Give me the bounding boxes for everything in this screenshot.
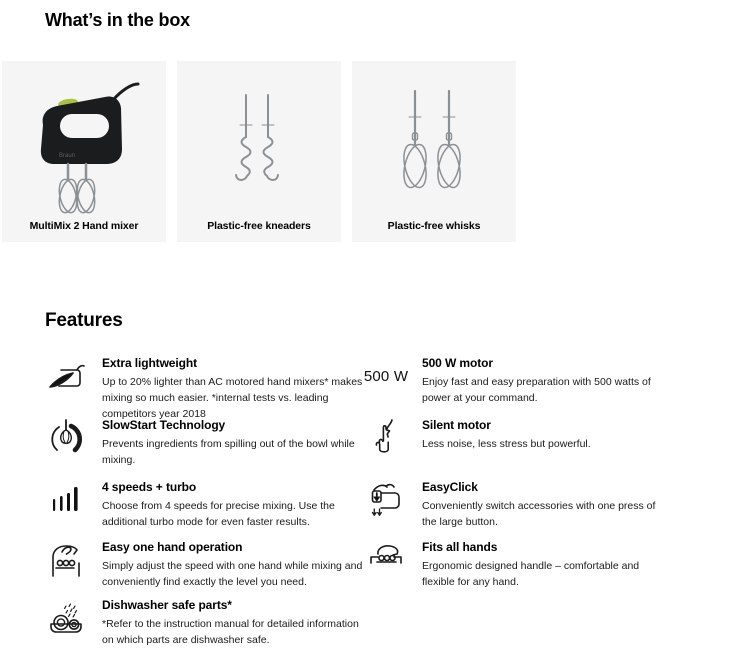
feature-description: *Refer to the instruction manual for detailed information on which parts are dishwasher safe. <box>102 618 359 646</box>
feature-description: Prevents ingredients from spilling out of the bowl while mixing. <box>102 438 355 466</box>
feature-title: Dishwasher safe parts* <box>102 598 232 612</box>
feature-description: Conveniently switch accessories with one press of the large button. <box>422 500 656 528</box>
card-caption: Plastic-free kneaders <box>207 220 311 232</box>
slowstart-gauge-icon <box>45 417 87 469</box>
feature-item-dishwasher-safe <box>45 597 365 649</box>
feature-title: SlowStart Technology <box>102 418 226 432</box>
feature-description: Up to 20% lighter than AC motored hand mixers* makes mixing so much easier. *internal tests vs. leading competitors year 2018 <box>102 376 363 420</box>
feature-item-extra-lightweight <box>45 355 365 422</box>
feature-item-easyclick <box>365 479 695 531</box>
feature-title: 500 W motor <box>422 356 493 370</box>
feature-title: Easy one hand operation <box>102 540 243 554</box>
product-card-whisks <box>352 61 516 242</box>
feature-title: Silent motor <box>422 418 491 432</box>
features-grid <box>45 355 695 649</box>
feature-title: 4 speeds + turbo <box>102 480 197 494</box>
feature-item-easy-one-hand <box>45 539 365 591</box>
feature-item-fits-all-hands <box>365 539 695 591</box>
whisks-photo <box>352 73 516 223</box>
feature-item-500w-motor <box>365 355 695 407</box>
features-title: Features <box>45 310 123 331</box>
speed-bars-icon <box>45 479 87 531</box>
product-card-kneaders <box>177 61 341 242</box>
500w-text-badge: 500 W <box>363 368 409 385</box>
feature-description: Less noise, less stress but powerful. <box>422 438 591 450</box>
feature-item-slowstart <box>45 417 365 469</box>
dishwasher-safe-icon <box>45 597 87 649</box>
svg-text:Braun: Braun <box>59 153 76 159</box>
feature-title: EasyClick <box>422 480 478 494</box>
whats-in-the-box-title: What’s in the box <box>45 10 190 30</box>
box-content-cards <box>2 61 516 242</box>
feature-item-4-speeds-turbo <box>45 479 365 531</box>
feature-item-silent-motor <box>365 417 695 457</box>
feature-description: Ergonomic designed handle – comfortable and flexible for any hand. <box>422 560 640 588</box>
one-hand-grip-icon <box>45 539 87 591</box>
feather-lightweight-icon <box>45 355 87 422</box>
feature-description: Enjoy fast and easy preparation with 500 watts of power at your command. <box>422 376 651 404</box>
feature-title: Fits all hands <box>422 540 498 554</box>
fits-all-hands-icon <box>365 539 407 591</box>
product-card-hand-mixer <box>2 61 166 242</box>
hand-mixer-photo <box>2 73 166 223</box>
kneaders-photo <box>177 73 341 223</box>
feature-title: Extra lightweight <box>102 356 197 370</box>
feature-description: Simply adjust the speed with one hand while mixing and conveniently find exactly the level you need. <box>102 560 363 588</box>
card-caption: Plastic-free whisks <box>387 220 481 232</box>
card-caption: MultiMix 2 Hand mixer <box>29 220 139 232</box>
silent-shh-icon <box>365 417 407 457</box>
easyclick-eject-icon <box>365 479 407 531</box>
feature-description: Choose from 4 speeds for precise mixing. Use the additional turbo mode for even faster results. <box>102 500 335 528</box>
